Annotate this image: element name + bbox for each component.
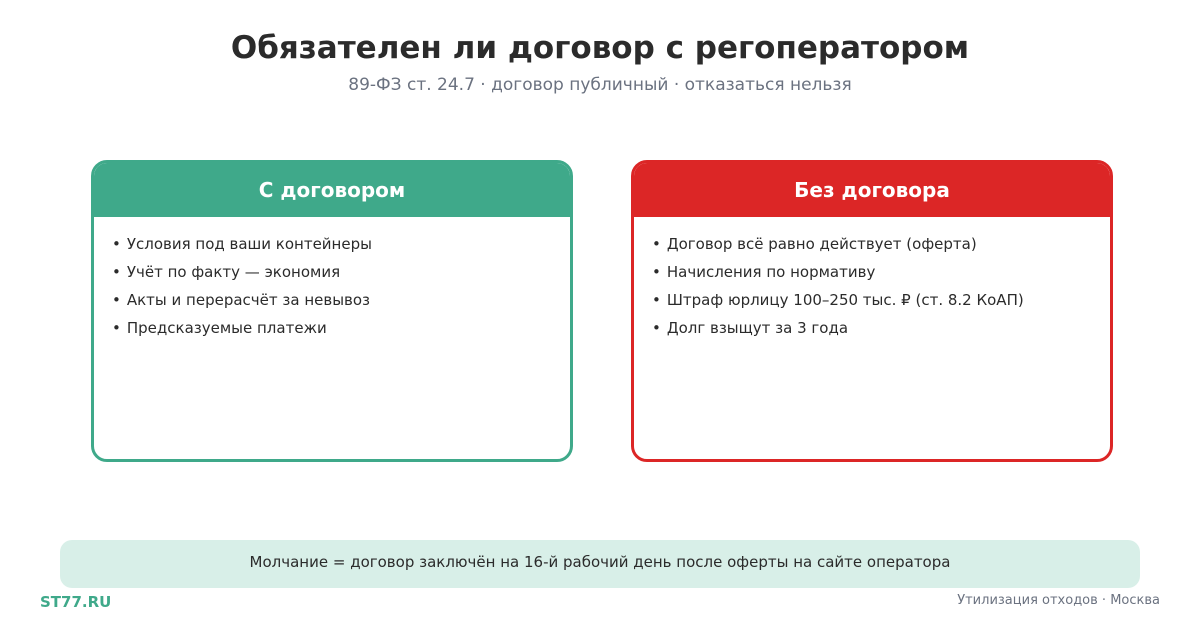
- list-item-text: Учёт по факту — экономия: [126, 263, 341, 281]
- without-contract-list: [634, 217, 1110, 345]
- list-item-text: Договор всё равно действует (оферта): [666, 235, 977, 253]
- page-title: Обязателен ли договор с регоператором: [230, 30, 970, 66]
- list-item-text: Акты и перерасчёт за невывоз: [126, 291, 371, 309]
- list-item: [112, 317, 570, 345]
- list-item: [112, 261, 570, 289]
- bullet-icon: •: [112, 319, 121, 337]
- with-contract-card-title: С договором: [94, 163, 570, 217]
- bullet-icon: •: [112, 235, 121, 253]
- with-contract-list: [94, 217, 570, 345]
- list-item: [652, 233, 1110, 261]
- list-item: [652, 289, 1110, 317]
- note-banner: Молчание = договор заключён на 16-й рабочий день после оферты на сайте оператора: [60, 540, 1140, 588]
- without-contract-card-title: Без договора: [634, 163, 1110, 217]
- bullet-icon: •: [112, 291, 121, 309]
- brand-logo: ST77.RU: [40, 593, 112, 611]
- list-item-text: Начисления по нормативу: [666, 263, 876, 281]
- bullet-icon: •: [652, 263, 661, 281]
- bullet-icon: •: [652, 291, 661, 309]
- page-subtitle: 89-ФЗ ст. 24.7 · договор публичный · отказаться нельзя: [348, 75, 852, 95]
- without-contract-card: [631, 160, 1113, 462]
- bullet-icon: •: [652, 235, 661, 253]
- list-item-text: Долг взыщут за 3 года: [666, 319, 849, 337]
- footer-tagline: Утилизация отходов · Москва: [957, 593, 1160, 608]
- with-contract-card: [91, 160, 573, 462]
- list-item: [112, 233, 570, 261]
- list-item-text: Предсказуемые платежи: [126, 319, 327, 337]
- list-item-text: Штраф юрлицу 100–250 тыс. ₽ (ст. 8.2 КоАП): [666, 291, 1024, 309]
- bullet-icon: •: [112, 263, 121, 281]
- list-item: [652, 261, 1110, 289]
- list-item: [652, 317, 1110, 345]
- list-item-text: Условия под ваши контейнеры: [126, 235, 372, 253]
- bullet-icon: •: [652, 319, 661, 337]
- list-item: [112, 289, 570, 317]
